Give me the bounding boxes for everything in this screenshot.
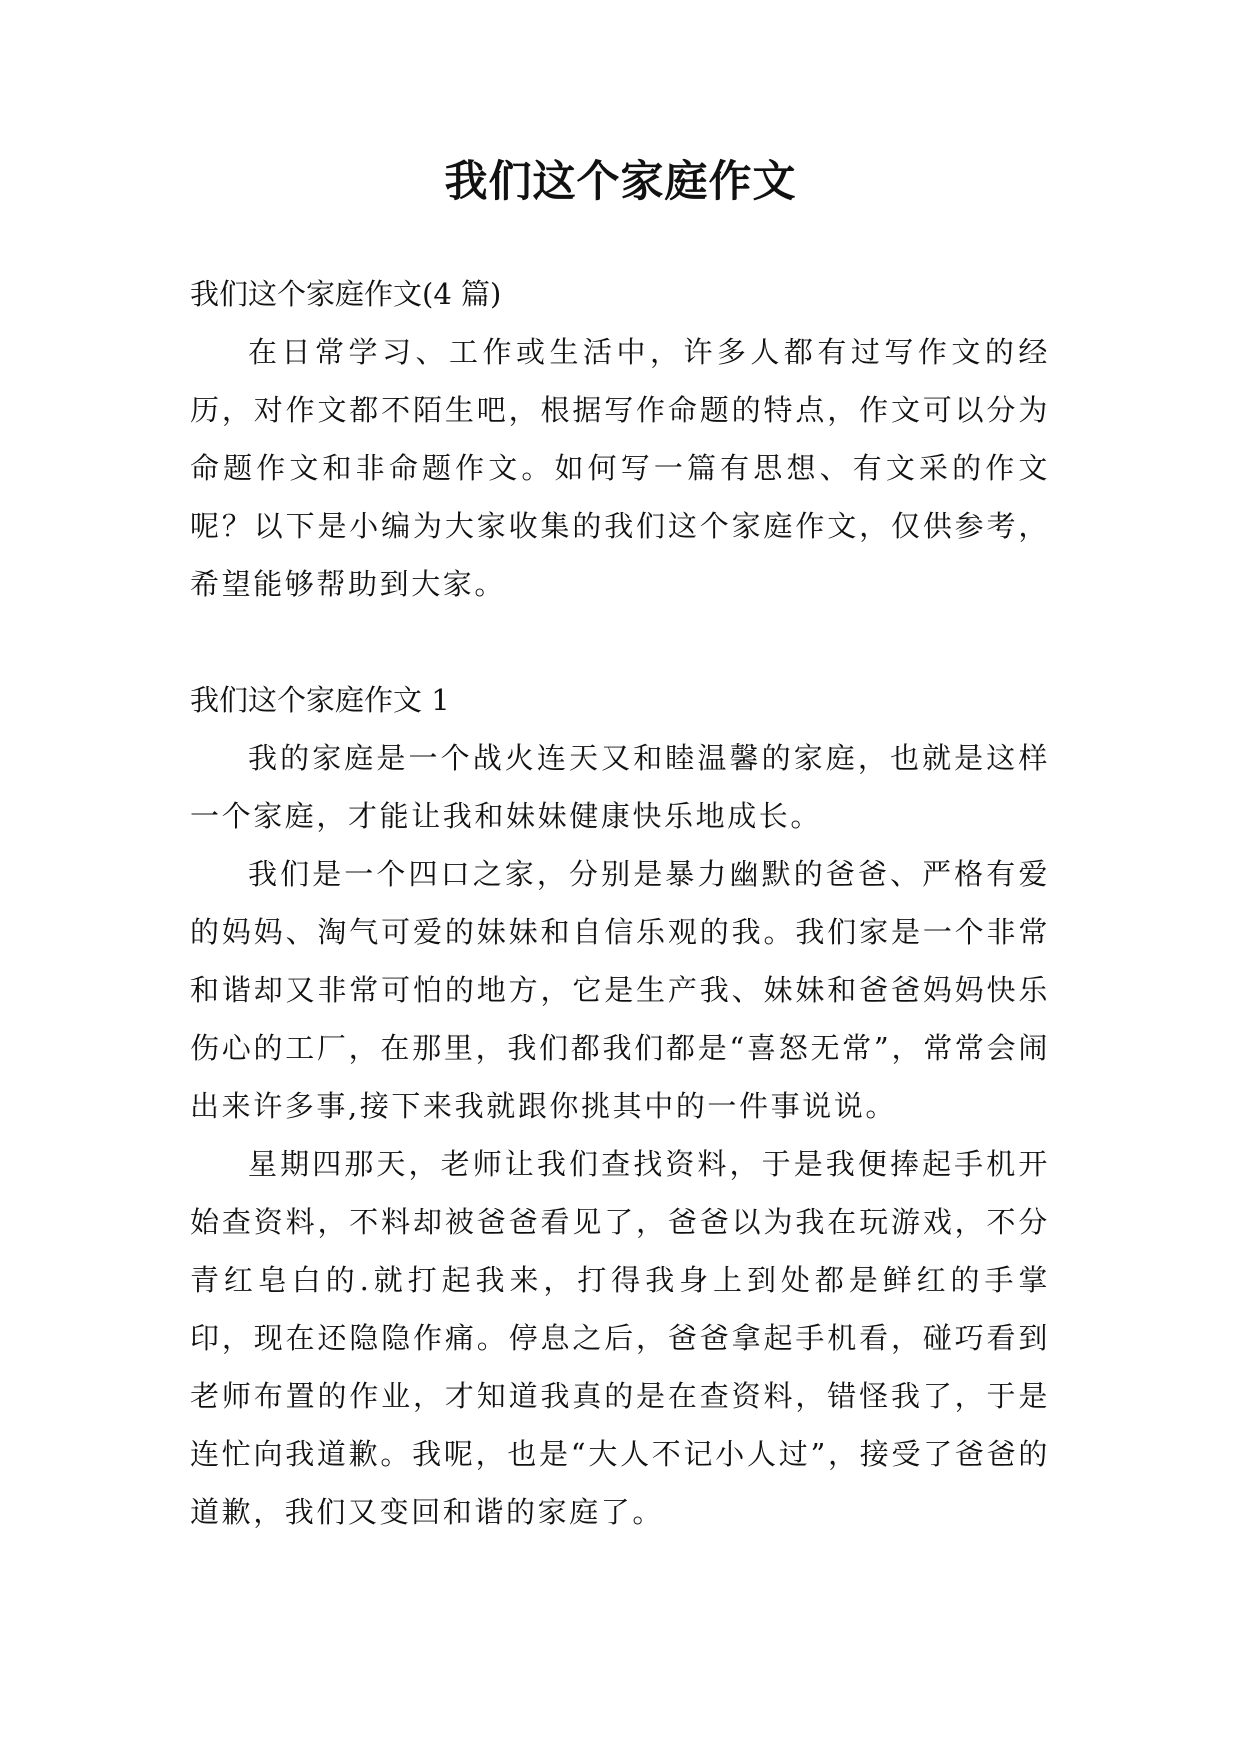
section-paragraph-3: 星期四那天，老师让我们查找资料，于是我便捧起手机开始查资料，不料却被爸爸看见了，爸爸以为我在玩游戏，不分青红皂白的.就打起我来，打得我身上到处都是鲜红的手掌印，现在还隐隐作痛。停息之后，爸爸拿起手机看，碰巧看到老师布置的作业，才知道我真的是在查资料，错怪我了，于是连忙向我道歉。我呢，也是“大人不记小人过”，接受了爸爸的道歉，我们又变回和谐的家庭了。 (190, 1147, 1050, 1529)
section-paragraph-2: 我们是一个四口之家，分别是暴力幽默的爸爸、严格有爱的妈妈、淘气可爱的妹妹和自信乐观的我。我们家是一个非常和谐却又非常可怕的地方，它是生产我、妹妹和爸爸妈妈快乐伤心的工厂，在那里，我们都我们都是“喜怒无常”，常常会闹出来许多事,接下来我就跟你挑其中的一件事说说。 (190, 857, 1050, 1123)
section-spacer (190, 613, 1050, 671)
section-heading: 我们这个家庭作文 1 (190, 683, 450, 717)
intro-paragraph: 在日常学习、工作或生活中，许多人都有过写作文的经历，对作文都不陌生吧，根据写作命题的特点，作文可以分为命题作文和非命题作文。如何写一篇有思想、有文采的作文呢？以下是小编为大家收集的我们这个家庭作文，仅供参考，希望能够帮助到大家。 (190, 335, 1050, 601)
document-subtitle: 我们这个家庭作文(4 篇) (190, 277, 502, 311)
section-paragraph-1: 我的家庭是一个战火连天又和睦温馨的家庭，也就是这样一个家庭，才能让我和妹妹健康快乐地成长。 (190, 741, 1050, 833)
document-body (190, 265, 1050, 1541)
document-title: 我们这个家庭作文 (444, 157, 797, 207)
